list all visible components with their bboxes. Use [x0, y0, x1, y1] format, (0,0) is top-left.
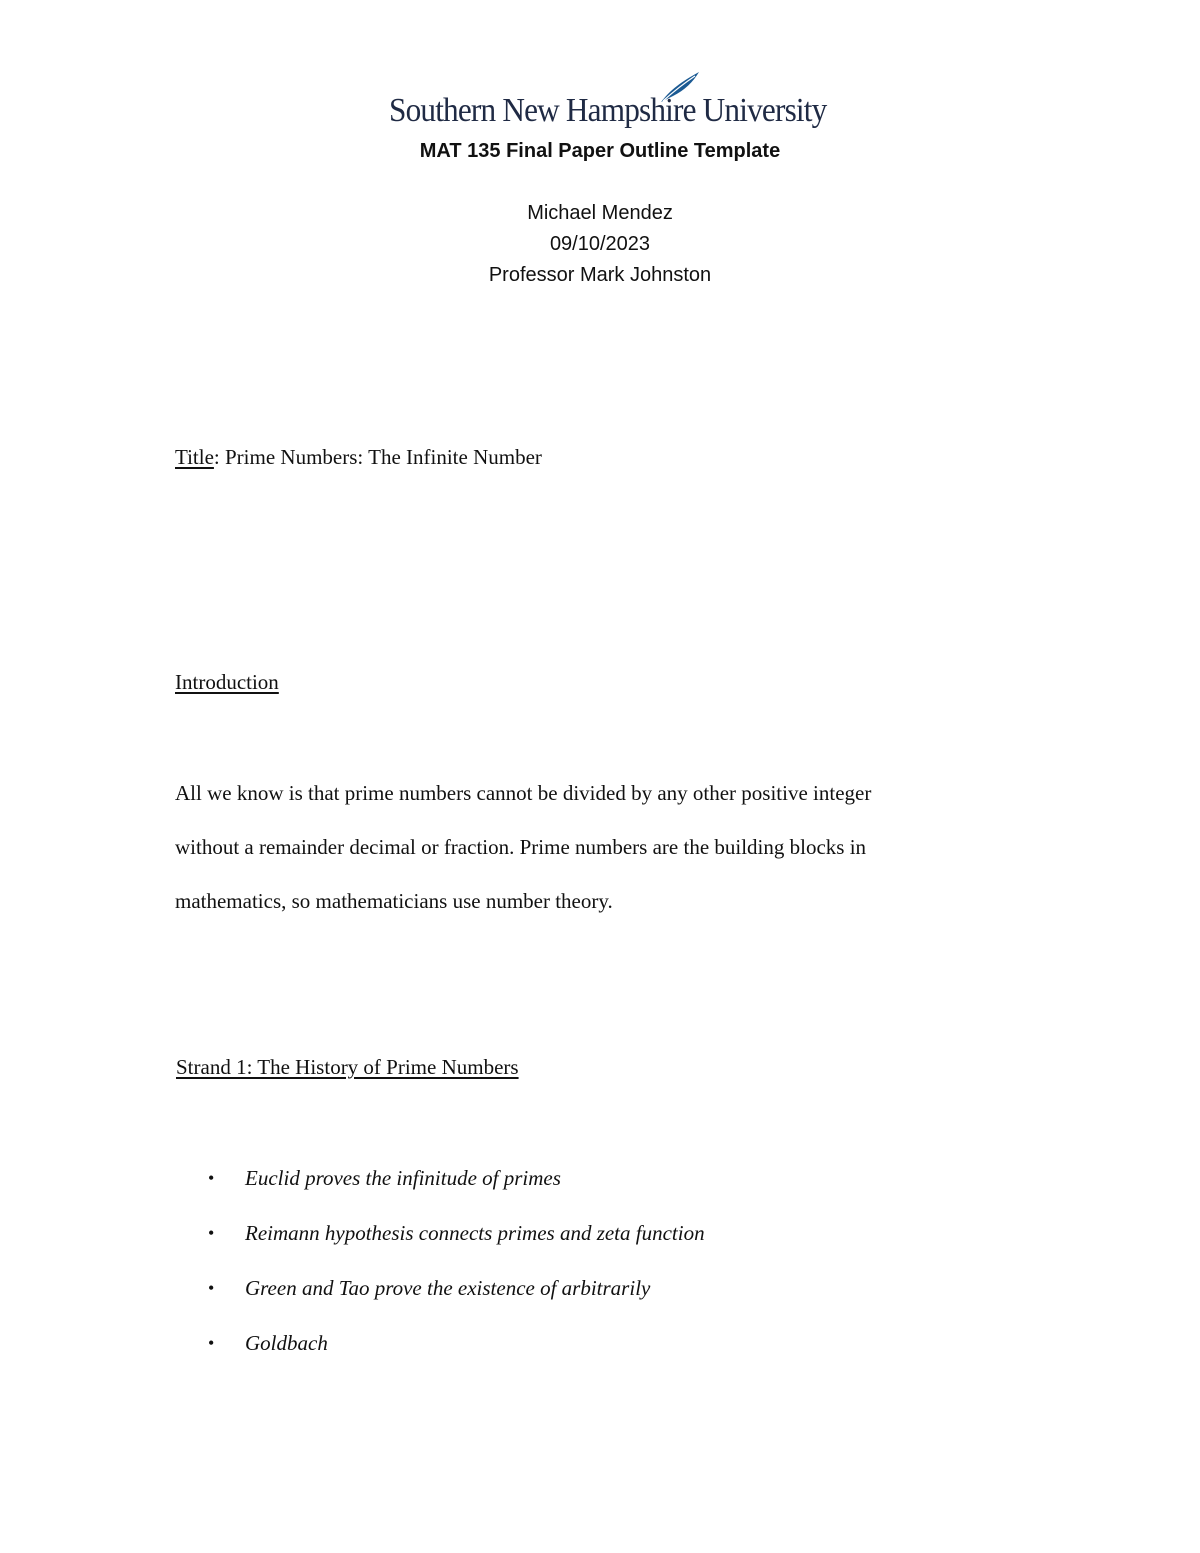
bullet-icon: •: [208, 1223, 215, 1243]
logo-wordmark: Southern New Hampshire University: [389, 92, 827, 129]
introduction-line: All we know is that prime numbers cannot be divided by any other positive integer: [175, 781, 872, 805]
document-date: 09/10/2023: [549, 233, 651, 255]
university-logo: [0, 70, 1200, 136]
introduction-line: mathematics, so mathematicians use number theory.: [175, 889, 613, 913]
strand1-heading: Strand 1: The History of Prime Numbers: [176, 1055, 519, 1079]
author-name: Michael Mendez: [527, 202, 673, 224]
paper-title: [175, 444, 542, 470]
bullet-icon: •: [208, 1168, 215, 1188]
list-item: Goldbach: [245, 1331, 328, 1355]
introduction-line: without a remainder decimal or fraction. Prime numbers are the building blocks in: [175, 835, 867, 859]
bullet-icon: •: [208, 1333, 215, 1353]
bullet-icon: •: [208, 1278, 215, 1298]
list-item: Green and Tao prove the existence of arbitrarily: [245, 1276, 651, 1300]
title-value: : Prime Numbers: The Infinite Number: [213, 445, 542, 469]
introduction-heading: Introduction: [175, 670, 279, 694]
document-title: MAT 135 Final Paper Outline Template: [419, 140, 781, 162]
list-item: Reimann hypothesis connects primes and zeta function: [245, 1221, 705, 1245]
list-item: Euclid proves the infinitude of primes: [245, 1166, 561, 1190]
title-label: Title: [175, 445, 214, 469]
professor-name: Professor Mark Johnston: [488, 264, 712, 286]
